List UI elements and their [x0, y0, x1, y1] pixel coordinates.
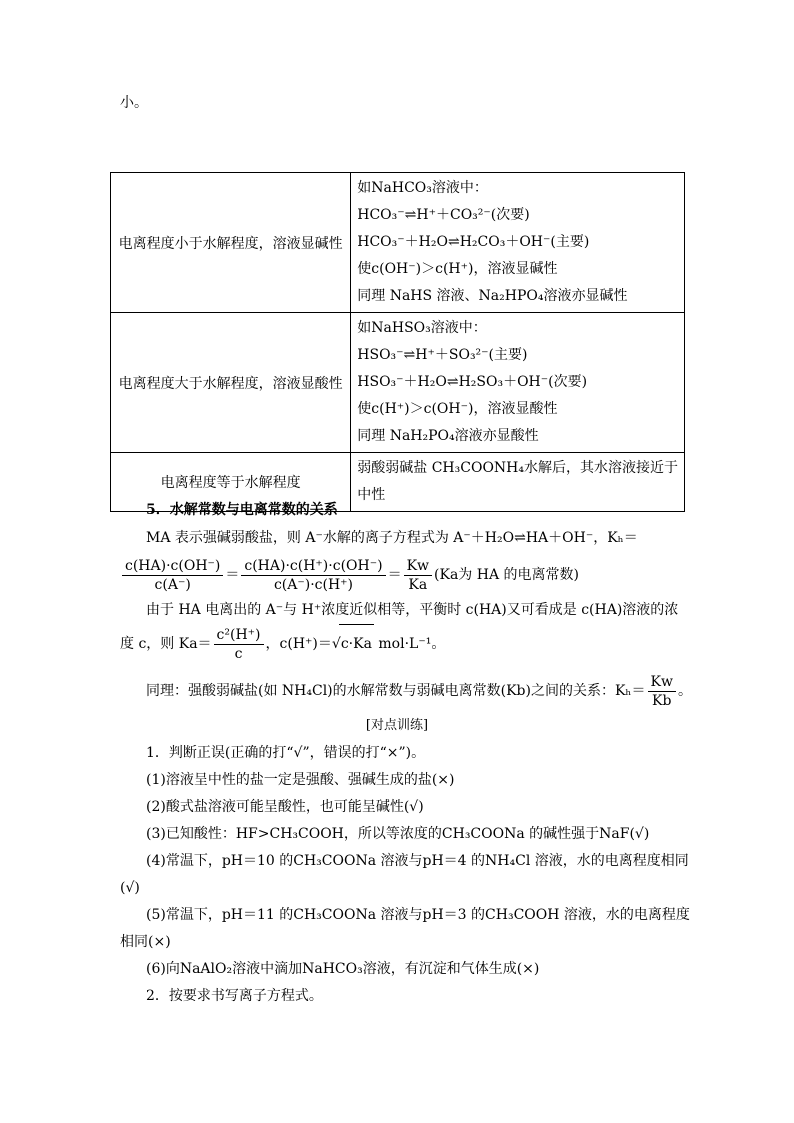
sqrt-body: c·Ka	[339, 624, 374, 663]
fraction	[214, 626, 264, 663]
fraction-denominator: c(A⁻)·c(H⁺)	[273, 576, 354, 593]
fraction-denominator: Ka	[408, 576, 428, 593]
fraction-numerator: Kw	[648, 673, 676, 692]
row-line: HCO₃⁻⇌H⁺＋CO₃²⁻(次要)	[357, 207, 530, 223]
formula-note: (Ka为 HA 的电离常数)	[434, 567, 579, 583]
fraction-numerator: c²(H⁺)	[214, 626, 264, 645]
fraction-numerator: Kw	[404, 557, 432, 576]
fraction-denominator: Kb	[652, 692, 672, 709]
equals-sign: ＝	[225, 567, 240, 583]
formula-text: ，c(H⁺)＝	[265, 636, 332, 652]
question-2: 2．按要求书写离子方程式。	[146, 988, 323, 1004]
paragraph-line: MA 表示强碱弱酸盐，则 A⁻水解的离子方程式为 A⁻＋H₂O⇌HA＋OH⁻，Kₕ＝	[146, 530, 638, 546]
list-item: (6)向NaAlO₂溶液中滴加NaHCO₃溶液，有沉淀和气体生成(×)	[146, 961, 540, 977]
formula-text: 。	[677, 683, 692, 699]
fraction-numerator: c(HA)·c(OH⁻)	[122, 557, 223, 576]
row-line: 同理 NaH₂PO₄溶液亦显酸性	[357, 428, 539, 444]
row-line: 弱酸弱碱盐 CH₃COONH₄水解后，其水溶液接近于	[357, 460, 678, 476]
table-row	[111, 173, 685, 313]
row-line: 使c(OH⁻)＞c(H⁺)，溶液显碱性	[357, 261, 558, 277]
row-content	[351, 313, 685, 453]
row-line: 中性	[357, 487, 386, 503]
formula-text: 度 c，则 Ka＝	[120, 636, 212, 652]
row-line: 同理 NaHS 溶液、Na₂HPO₄溶液亦显碱性	[357, 288, 628, 304]
equals-sign: ＝	[387, 567, 402, 583]
row-content	[351, 173, 685, 313]
fraction	[122, 557, 223, 594]
fraction-denominator: c(A⁻)	[154, 576, 191, 593]
list-item: (4)常温下，pH＝10 的CH₃COONa 溶液与pH＝4 的NH₄Cl 溶液，水的电离程度相同	[146, 853, 689, 869]
table-row	[111, 313, 685, 453]
list-item: (2)酸式盐溶液可能呈酸性，也可能呈碱性(√)	[146, 799, 424, 815]
list-item: 相同(×)	[120, 934, 171, 950]
row-line: 如NaHCO₃溶液中：	[357, 180, 488, 196]
fraction	[404, 557, 432, 594]
row-line: 如NaHSO₃溶液中：	[357, 320, 487, 336]
row-label: 电离程度小于水解程度，溶液显碱性	[111, 173, 351, 313]
formula-line	[120, 556, 579, 594]
row-label: 电离程度大于水解程度，溶液显酸性	[111, 313, 351, 453]
fraction-numerator: c(HA)·c(H⁺)·c(OH⁻)	[241, 557, 385, 576]
top-fragment: 小。	[120, 95, 148, 111]
training-title: [对点训练]	[365, 718, 429, 733]
list-item: (3)已知酸性：HF>CH₃COOH，所以等浓度的CH₃COONa 的碱性强于NaF(√)	[146, 826, 650, 842]
fraction-denominator: c	[234, 645, 243, 662]
paragraph-line: 由于 HA 电离出的 A⁻与 H⁺浓度近似相等，平衡时 c(HA)又可看成是 c(HA)溶液的浓	[146, 602, 679, 618]
row-line: 使c(H⁺)＞c(OH⁻)，溶液显酸性	[357, 401, 558, 417]
question-1: 1．判断正误(正确的打“√”，错误的打“×”)。	[146, 745, 426, 761]
fraction	[241, 557, 385, 594]
row-content	[351, 453, 685, 512]
row-line: HSO₃⁻＋H₂O⇌H₂SO₃＋OH⁻(次要)	[357, 374, 588, 390]
section-heading: 5．水解常数与电离常数的关系	[146, 502, 338, 518]
fraction	[648, 673, 676, 710]
formula-text: mol·L⁻¹。	[373, 636, 446, 652]
comparison-table	[110, 172, 685, 512]
list-item: (1)溶液呈中性的盐一定是强酸、强碱生成的盐(×)	[146, 772, 455, 788]
row-label: 电离程度等于水解程度	[111, 453, 351, 512]
list-item: (5)常温下，pH＝11 的CH₃COONa 溶液与pH＝3 的CH₃COOH 溶液，水的电离程度	[146, 907, 690, 923]
formula-text: 同理：强酸弱碱盐(如 NH₄Cl)的水解常数与弱碱电离常数(Kb)之间的关系：Kₕ＝	[146, 683, 646, 699]
list-item: (√)	[120, 880, 140, 896]
row-line: HCO₃⁻＋H₂O⇌H₂CO₃＋OH⁻(主要)	[357, 234, 590, 250]
formula-line	[146, 672, 692, 710]
formula-line	[120, 624, 445, 663]
sqrt-icon: √	[331, 636, 341, 652]
row-line: HSO₃⁻⇌H⁺＋SO₃²⁻(主要)	[357, 347, 528, 363]
